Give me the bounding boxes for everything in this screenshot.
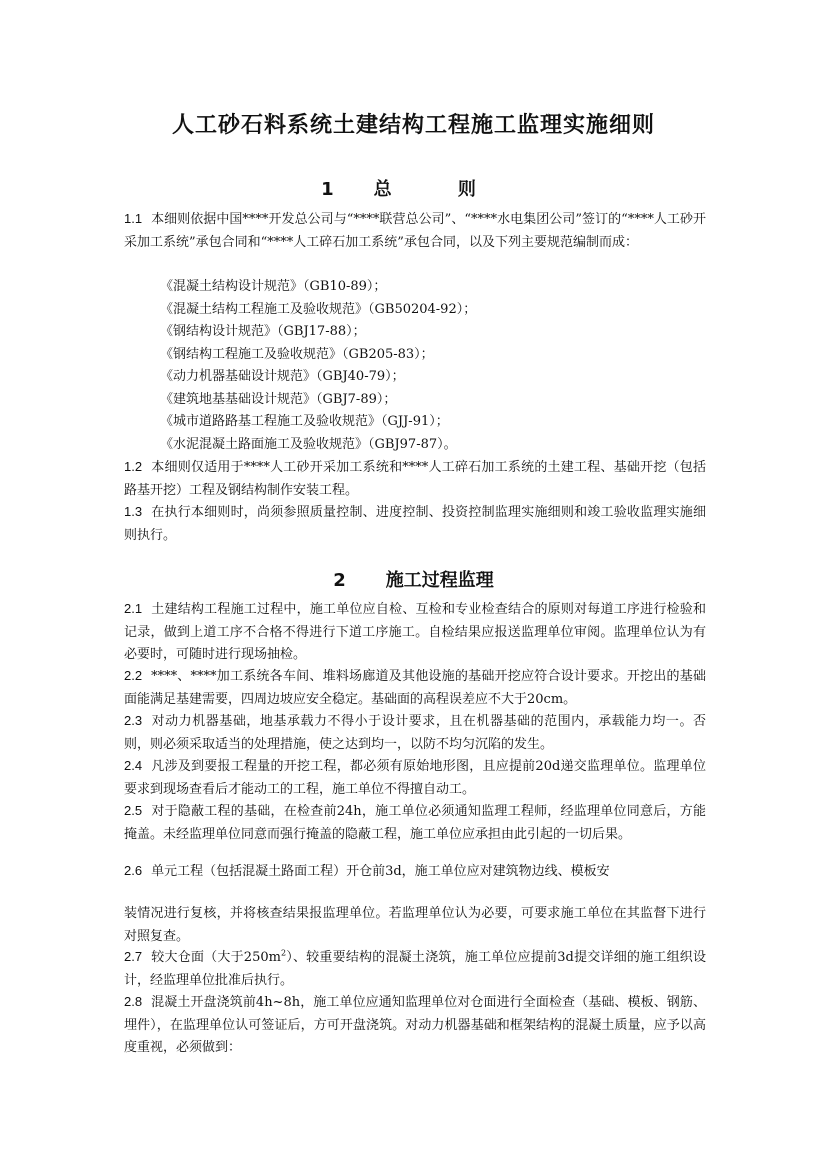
clause-2-7	[124, 946, 706, 992]
document-title: 人工砂石料系统土建结构工程施工监理实施细则	[171, 113, 655, 138]
clause-2-4	[124, 755, 706, 801]
reference-item: 《钢结构工程施工及验收规范》（GB205-83）；	[160, 346, 434, 362]
clause-text: 对动力机器基础，地基承载力不得小于设计要求，且在机器基础的范围内，承载能力均一。否则，则必须采取适当的处理措施，使之达到均一，以防不均匀沉陷的发生。	[124, 714, 706, 752]
clause-text-before: 较大仓面（大于250m	[151, 950, 281, 965]
section-2-number: 2	[333, 570, 346, 591]
clause-1-2	[124, 456, 706, 502]
reference-list	[160, 276, 706, 456]
clause-1-1	[124, 208, 706, 254]
clause-number: 1.2	[124, 459, 143, 474]
clause-text: 在执行本细则时，尚须参照质量控制、进度控制、投资控制监理实施细则和竣工验收监理实施细则执行。	[124, 505, 706, 543]
clause-number: 2.1	[124, 601, 143, 616]
section-2-title: 施工过程监理	[385, 570, 494, 591]
clause-2-1	[124, 598, 706, 667]
clause-text: 凡涉及到要报工程量的开挖工程，都必须有原始地形图，且应提前20d递交监理单位。监理单位要求到现场查看后才能动工的工程，施工单位不得擅自动工。	[124, 759, 706, 797]
clause-number: 2.6	[124, 863, 143, 878]
reference-item: 《混凝土结构设计规范》（GB10-89）；	[160, 279, 387, 294]
section-1-number: 1	[321, 179, 334, 200]
clause-2-5	[124, 800, 706, 846]
clause-number: 2.4	[124, 758, 143, 773]
clause-2-6-continuation: 装情况进行复核，并将核查结果报监理单位。若监理单位认为必要，可要求施工单位在其监督下进行对照复查。	[124, 906, 706, 944]
clause-2-6	[124, 860, 706, 884]
reference-item: 《水泥混凝土路面施工及验收规范》（GBJ97-87）。	[160, 436, 457, 452]
reference-item: 《建筑地基基础设计规范》（GBJ7-89）；	[160, 391, 397, 407]
clause-number: 1.1	[124, 211, 143, 226]
clause-number: 2.7	[124, 949, 143, 964]
section-2-heading	[0, 566, 827, 592]
clause-text: 本细则依据中国****开发总公司与“****联营总公司”、“****水电集团公司”签订的“****人工砂开采加工系统”承包合同和“****人工碎石加工系统”承包合同，以及下列主要规范编制而成：	[124, 212, 706, 250]
clause-number: 1.3	[124, 504, 143, 519]
clause-text: 单元工程（包括混凝土路面工程）开仓前3d，施工单位应对建筑物边线、模板安	[151, 864, 610, 879]
clause-text-after: ）、较重要结构的混凝土浇筑，施工单位应提前3d提交详细的施工组织设计，经监理单位批准后执行。	[124, 950, 706, 988]
reference-item: 《城市道路路基工程施工及验收规范》（GJJ-91）；	[160, 414, 449, 429]
clause-2-8	[124, 991, 706, 1060]
superscript: 2	[280, 948, 287, 958]
clause-text: ****、****加工系统各车间、堆料场廊道及其他设施的基础开挖应符合设计要求。开挖出的基础面能满足基建需要，四周边坡应安全稳定。基础面的高程误差应不大于20cm。	[124, 669, 706, 707]
clause-number: 2.3	[124, 713, 143, 728]
reference-item: 《动力机器基础设计规范》（GBJ40-79）；	[160, 369, 405, 384]
clause-number: 2.2	[124, 668, 143, 683]
clause-text: 混凝土开盘浇筑前4h~8h，施工单位应通知监理单位对仓面进行全面检查（基础、模板、钢筋、埋件），在监理单位认可签证后，方可开盘浇筑。对动力机器基础和框架结构的混凝土质量，应予以高度重视，必须做到：	[124, 995, 706, 1055]
section-1-heading	[0, 175, 827, 201]
clause-number: 2.5	[124, 803, 143, 818]
clause-text: 土建结构工程施工过程中，施工单位应自检、互检和专业检查结合的原则对每道工序进行检验和记录，做到上道工序不合格不得进行下道工序施工。自检结果应报送监理单位审阅。监理单位认为有必要时，可随时进行现场抽检。	[124, 602, 706, 662]
clause-text: 本细则仅适用于****人工砂开采加工系统和****人工碎石加工系统的土建工程、基础开挖（包括路基开挖）工程及钢结构制作安装工程。	[124, 460, 706, 498]
reference-item: 《钢结构设计规范》（GBJ17-88）；	[160, 324, 366, 339]
section-1-title: 总 则	[373, 179, 506, 200]
clause-number: 2.8	[124, 994, 143, 1009]
clause-1-3	[124, 501, 706, 547]
clause-2-3	[124, 710, 706, 756]
reference-item: 《混凝土结构工程施工及验收规范》（GB50204-92）；	[160, 301, 477, 317]
clause-text: 对于隐蔽工程的基础，在检查前24h，施工单位必须通知监理工程师，经监理单位同意后，方能掩盖。未经监理单位同意而强行掩盖的隐蔽工程，施工单位应承担由此引起的一切后果。	[124, 804, 706, 842]
clause-2-2	[124, 665, 706, 711]
